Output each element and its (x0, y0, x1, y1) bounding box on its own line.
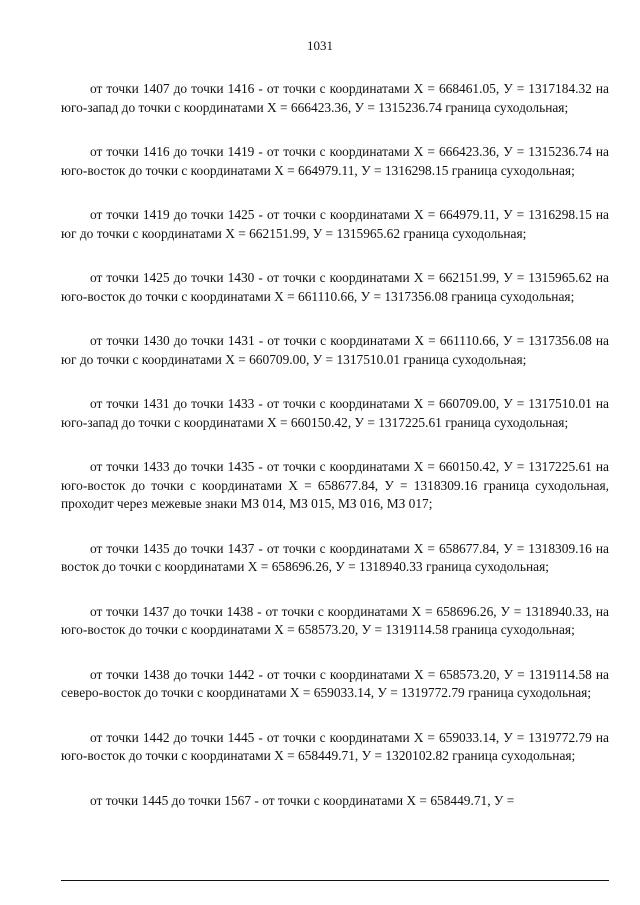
boundary-paragraph: от точки 1442 до точки 1445 - от точки с координатами Х = 659033.14, У = 1319772.79 на юго-восток до точки с координатами Х = 658449.71, У = 1320102.82 граница суходольная; (61, 729, 609, 763)
boundary-paragraph: от точки 1437 до точки 1438 - от точки с координатами Х = 658696.26, У = 1318940.33, на юго-восток до точки с координатами Х = 658573.20, У = 1319114.58 граница суходольная; (61, 603, 609, 637)
boundary-paragraph: от точки 1431 до точки 1433 - от точки с координатами Х = 660709.00, У = 1317510.01 на юго-запад до точки с координатами Х = 660150.42, У = 1317225.61 граница суходольная; (61, 396, 609, 430)
page-number: 1031 (307, 38, 333, 53)
boundary-paragraph: от точки 1445 до точки 1567 - от точки с координатами Х = 658449.71, У = (90, 792, 515, 808)
boundary-paragraph: от точки 1430 до точки 1431 - от точки с координатами Х = 661110.66, У = 1317356.08 на юг до точки с координатами Х = 660709.00, У = 1317510.01 граница суходольная; (61, 333, 609, 367)
boundary-paragraph: от точки 1433 до точки 1435 - от точки с координатами Х = 660150.42, У = 1317225.61 на юго-восток до точки с координатами Х = 658677.84, У = 1318309.16 граница суходольная, проходит через межевые знаки МЗ 014, МЗ 015, МЗ 016, МЗ 017; (61, 459, 609, 511)
boundary-paragraph: от точки 1416 до точки 1419 - от точки с координатами Х = 666423.36, У = 1315236.74 на юго-восток до точки с координатами Х = 664979.11, У = 1316298.15 граница суходольная; (61, 144, 609, 178)
boundary-paragraph: от точки 1435 до точки 1437 - от точки с координатами Х = 658677.84, У = 1318309.16 на восток до точки с координатами Х = 658696.26, У = 1318940.33 граница суходольная; (61, 540, 609, 574)
document-body (61, 80, 609, 810)
boundary-paragraph: от точки 1407 до точки 1416 - от точки с координатами Х = 668461.05, У = 1317184.32 на юго-запад до точки с координатами Х = 666423.36, У = 1315236.74 граница суходольная; (61, 81, 609, 115)
footer-rule (61, 880, 609, 881)
boundary-paragraph: от точки 1419 до точки 1425 - от точки с координатами Х = 664979.11, У = 1316298.15 на юг до точки с координатами Х = 662151.99, У = 1315965.62 граница суходольная; (61, 207, 609, 241)
boundary-paragraph: от точки 1425 до точки 1430 - от точки с координатами Х = 662151.99, У = 1315965.62 на юго-восток до точки с координатами Х = 661110.66, У = 1317356.08 граница суходольная; (61, 270, 609, 304)
boundary-paragraph: от точки 1438 до точки 1442 - от точки с координатами Х = 658573.20, У = 1319114.58 на северо-восток до точки с координатами Х = 659033.14, У = 1319772.79 граница суходольная; (61, 666, 609, 700)
